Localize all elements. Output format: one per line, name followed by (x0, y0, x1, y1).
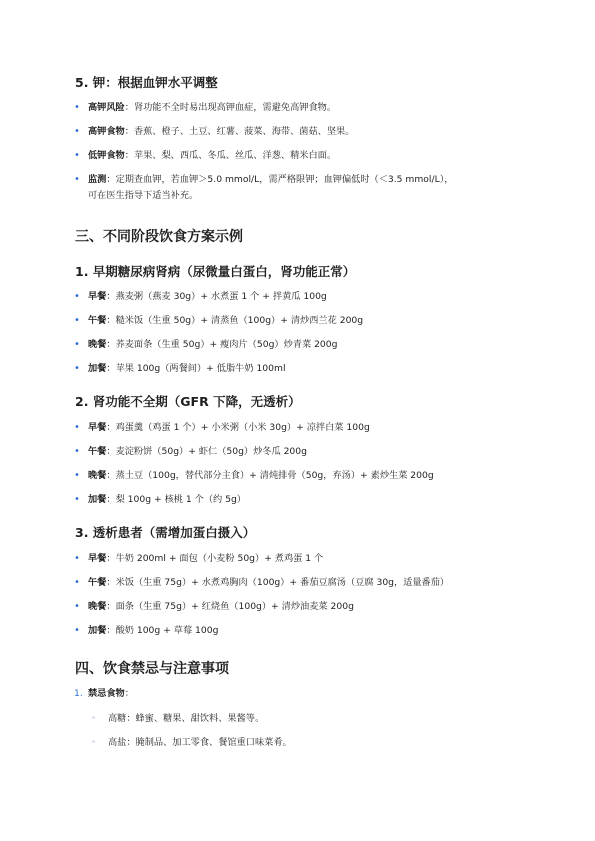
section-heading-potassium: 5. 钾：根据血钾水平调整 (75, 75, 218, 90)
list-item: • 午餐：麦淀粉饼（50g）+ 虾仁（50g）炒冬瓜 200g (88, 444, 307, 460)
list-item: • 晚餐：蒸土豆（100g，替代部分主食）+ 清炖排骨（50g，弃汤）+ 素炒生菜 200g (88, 468, 434, 484)
item-label: 加餐 (88, 625, 107, 636)
bullet-icon: • (74, 126, 80, 137)
item-label: 早餐 (88, 553, 107, 564)
item-text: 苹果 100g（两餐间）+ 低脂牛奶 100ml (115, 363, 286, 374)
list-item: • 加餐：梨 100g + 核桃 1 个（约 5g） (88, 492, 246, 508)
bullet-icon: • (74, 315, 80, 326)
item-text: 燕麦粥（燕麦 30g）+ 水煮蛋 1 个 + 拌黄瓜 100g (115, 291, 327, 302)
item-label: 晚餐 (88, 470, 107, 481)
section-heading-diet-plans: 三、不同阶段饮食方案示例 (75, 229, 243, 245)
item-text: 苹果、梨、西瓜、冬瓜、丝瓜、洋葱、精米白面。 (133, 150, 337, 161)
item-label: 午餐 (88, 577, 107, 588)
list-item: • 午餐：糙米饭（生重 50g）+ 清蒸鱼（100g）+ 清炒西兰花 200g (88, 313, 363, 329)
item-label: 加餐 (88, 363, 107, 374)
item-label: 低钾食物 (88, 150, 125, 161)
item-label: 午餐 (88, 446, 107, 457)
bullet-icon: • (74, 625, 80, 636)
list-item: • 低钾食物：苹果、梨、西瓜、冬瓜、丝瓜、洋葱、精米白面。 (88, 148, 336, 164)
bullet-icon: • (74, 601, 80, 612)
circle-bullet-icon: ◦ (91, 738, 97, 748)
subsection-heading-renal-insufficiency: 2. 肾功能不全期（GFR 下降，无透析） (75, 394, 301, 409)
circle-bullet-icon: ◦ (91, 714, 97, 724)
item-label: 晚餐 (88, 601, 107, 612)
bullet-icon: • (74, 150, 80, 161)
sub-list-item (91, 711, 265, 727)
list-item: • 早餐：燕麦粥（燕麦 30g）+ 水煮蛋 1 个 + 拌黄瓜 100g (88, 289, 327, 305)
list-item: • 加餐：酸奶 100g + 草莓 100g (88, 623, 218, 639)
subsection-heading-early: 1. 早期糖尿病肾病（尿微量白蛋白，肾功能正常） (75, 264, 356, 279)
subsection-heading-dialysis: 3. 透析患者（需增加蛋白摄入） (75, 525, 256, 540)
item-label: 午餐 (88, 315, 107, 326)
list-item: • 高钾风险：肾功能不全时易出现高钾血症，需避免高钾食物。 (88, 100, 336, 116)
item-text: 糙米饭（生重 50g）+ 清蒸鱼（100g）+ 清炒西兰花 200g (115, 315, 364, 326)
item-label: 加餐 (88, 494, 107, 505)
bullet-icon: • (74, 339, 80, 350)
bullet-icon: • (74, 494, 80, 505)
list-item: • 早餐：鸡蛋羹（鸡蛋 1 个）+ 小米粥（小米 30g）+ 凉拌白菜 100g (88, 420, 370, 436)
item-text: 梨 100g + 核桃 1 个（约 5g） (115, 494, 246, 505)
item-text-continued: 可在医生指导下适当补充。 (88, 190, 199, 201)
sub-list-item (91, 735, 292, 751)
item-text: 肾功能不全时易出现高钾血症，需避免高钾食物。 (133, 102, 337, 113)
list-item: • 监测：定期查血钾，若血钾＞5.0 mmol/L，需严格限钾；血钾偏低时（＜3.5 mmol/L）， 可在医生指导下适当补充。 (88, 172, 453, 204)
item-text: 定期查血钾，若血钾＞5.0 mmol/L，需严格限钾；血钾偏低时（＜3.5 mmol/L）， (115, 174, 454, 185)
bullet-icon: • (74, 363, 80, 374)
bullet-icon: • (74, 102, 80, 113)
list-item: • 加餐：苹果 100g（两餐间）+ 低脂牛奶 100ml (88, 361, 286, 377)
item-label: 早餐 (88, 422, 107, 433)
item-text: 香蕉、橙子、土豆、红薯、菠菜、海带、菌菇、坚果。 (133, 126, 355, 137)
item-label: 高钾食物 (88, 126, 125, 137)
item-label: 禁忌食物 (88, 688, 125, 699)
item-label: 监测 (88, 174, 107, 185)
item-text: 鸡蛋羹（鸡蛋 1 个）+ 小米粥（小米 30g）+ 凉拌白菜 100g (115, 422, 370, 433)
item-text: 米饭（生重 75g）+ 水煮鸡胸肉（100g）+ 番茄豆腐汤（豆腐 30g，适量番茄） (115, 577, 450, 588)
list-item: • 早餐：牛奶 200ml + 面包（小麦粉 50g）+ 煮鸡蛋 1 个 (88, 551, 323, 567)
bullet-icon: • (74, 446, 80, 457)
item-label: 晚餐 (88, 339, 107, 350)
numbered-item: 1. 禁忌食物： (88, 686, 134, 702)
item-number: 1. (74, 688, 83, 699)
list-item: • 午餐：米饭（生重 75g）+ 水煮鸡胸肉（100g）+ 番茄豆腐汤（豆腐 30g，适量番茄） (88, 575, 449, 591)
sub-item-text: 高盐：腌制品、加工零食、餐馆重口味菜肴。 (108, 737, 292, 748)
item-label: 早餐 (88, 291, 107, 302)
bullet-icon: • (74, 470, 80, 481)
bullet-icon: • (74, 422, 80, 433)
item-text: 蒸土豆（100g，替代部分主食）+ 清炖排骨（50g，弃汤）+ 素炒生菜 200g (115, 470, 434, 481)
section-heading-taboos: 四、饮食禁忌与注意事项 (75, 661, 229, 677)
bullet-icon: • (74, 577, 80, 588)
bullet-icon: • (74, 174, 80, 185)
list-item: • 晚餐：面条（生重 75g）+ 红烧鱼（100g）+ 清炒油麦菜 200g (88, 599, 354, 615)
item-text: 荞麦面条（生重 50g）+ 瘦肉片（50g）炒青菜 200g (115, 339, 338, 350)
item-label: 高钾风险 (88, 102, 125, 113)
sub-item-text: 高糖：蜂蜜、糖果、甜饮料、果酱等。 (108, 713, 265, 724)
item-text: 麦淀粉饼（50g）+ 虾仁（50g）炒冬瓜 200g (115, 446, 307, 457)
list-item: • 高钾食物：香蕉、橙子、土豆、红薯、菠菜、海带、菌菇、坚果。 (88, 124, 354, 140)
item-text: 面条（生重 75g）+ 红烧鱼（100g）+ 清炒油麦菜 200g (115, 601, 354, 612)
bullet-icon: • (74, 291, 80, 302)
bullet-icon: • (74, 553, 80, 564)
item-text: 酸奶 100g + 草莓 100g (115, 625, 219, 636)
list-item: • 晚餐：荞麦面条（生重 50g）+ 瘦肉片（50g）炒青菜 200g (88, 337, 337, 353)
item-text: 牛奶 200ml + 面包（小麦粉 50g）+ 煮鸡蛋 1 个 (115, 553, 324, 564)
